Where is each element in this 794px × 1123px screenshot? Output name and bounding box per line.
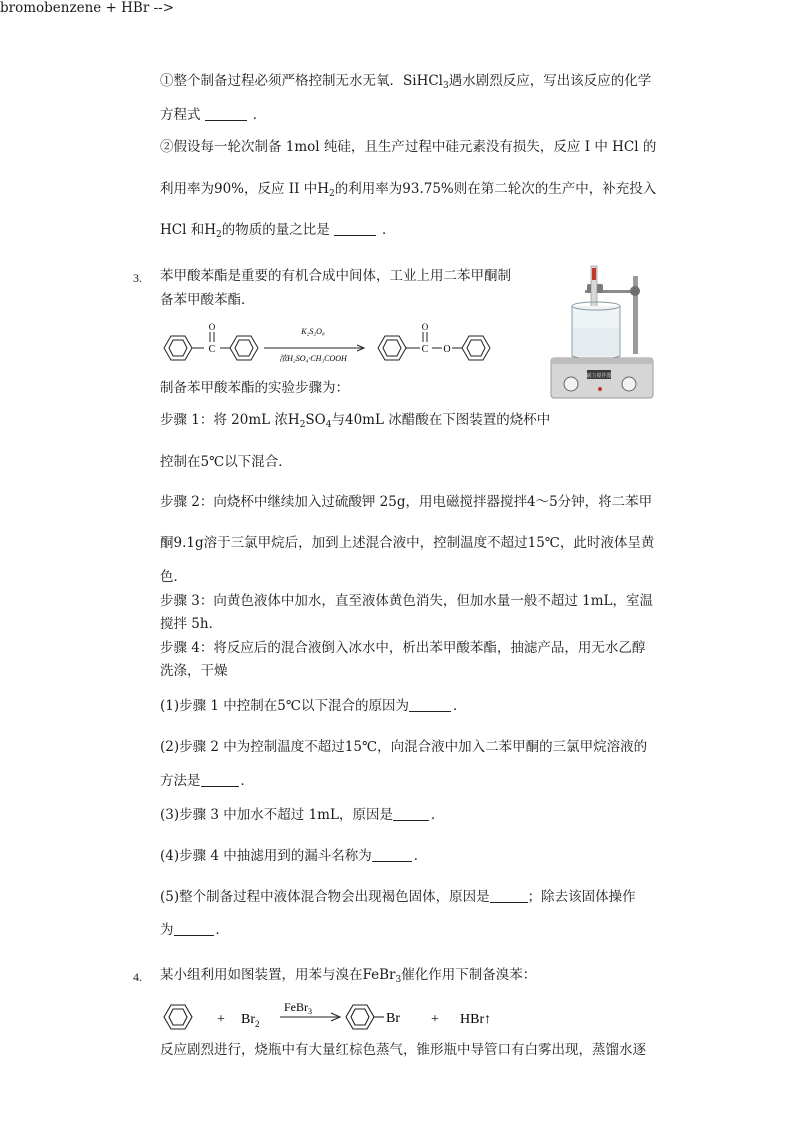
text-segment: ①整个制备过程必须严格控制无水无氧．SiHCl (160, 73, 443, 89)
text-line: 酮9.1g溶于三氯甲烷后，加到上述混合液中，控制温度不超过15℃，此时液体呈黄 (160, 535, 655, 551)
subscript: 2 (329, 189, 335, 199)
sub-question-2: (2)步骤 2 中为控制温度不超过15℃，向混合液中加入二苯甲酮的三氯甲烷溶液的 (160, 739, 648, 755)
bromination-reaction (158, 996, 518, 1036)
answer-blank[interactable] (372, 847, 412, 862)
text-segment: (1)步骤 1 中控制在5℃以下混合的原因为 (160, 698, 409, 714)
sub-question-4 (160, 846, 427, 866)
plus-sign: + (217, 1012, 225, 1027)
answer-blank[interactable] (174, 921, 214, 936)
hbr-label: HBr (460, 1012, 485, 1027)
sub-question-5 (160, 887, 636, 907)
sub-question-3 (160, 805, 444, 825)
device-label: 磁力搅拌器 (586, 374, 612, 379)
text-segment: 与40mL 冰醋酸在下图装置的烧杯中 (331, 412, 551, 428)
text-line (160, 410, 550, 430)
sub-question-2-cont (160, 771, 254, 791)
text-segment: ． (430, 807, 445, 823)
text-segment: ． (252, 107, 267, 123)
text-line: 制备苯甲酸苯酯的实验步骤为： (160, 380, 349, 396)
subscript: 2 (215, 230, 222, 240)
text-line: 色． (160, 569, 187, 585)
subscript: 2 (299, 420, 306, 430)
carbonyl-carbon-label: C (208, 344, 216, 355)
answer-blank[interactable] (409, 697, 451, 712)
bromine-symbol: Br (241, 1012, 255, 1027)
text-segment: 遇水剧烈反应，写出该反应的化学 (448, 73, 652, 89)
text-segment: ． (413, 848, 428, 864)
text-segment: 催化作用下制备溴苯： (401, 967, 537, 983)
text-line (160, 71, 651, 91)
text-line: 反应剧烈进行，烧瓶中有大量红棕色蒸气，锥形瓶中导管口有白雾出现，蒸馏水逐 (160, 1042, 646, 1058)
catalyst-subscript: 3 (308, 1007, 312, 1016)
sub-question-5-cont (160, 920, 229, 940)
text-segment: ． (453, 698, 467, 714)
reaction-scheme-benzophenone (158, 316, 498, 366)
magnetic-stirrer-image (545, 262, 665, 402)
text-line (160, 965, 536, 985)
answer-blank[interactable] (201, 772, 239, 787)
question-number: 4. (133, 970, 142, 984)
reagent-top-label: K₂S₂O₈ (301, 327, 325, 336)
text-line (160, 179, 656, 199)
bromine-reagent (241, 1012, 260, 1029)
bromine-subscript: 2 (255, 1019, 260, 1029)
text-segment: 利用率为90%，反应 II 中H (160, 181, 330, 197)
sub-question-1 (160, 696, 467, 716)
text-line: 搅拌 5h． (160, 616, 223, 632)
ester-carbonyl-oxygen-label: O (421, 322, 429, 332)
text-line: 控制在5℃以下混合． (160, 454, 292, 470)
text-segment: (4)步骤 4 中抽滤用到的漏斗名称为 (160, 848, 372, 864)
plus-sign: + (431, 1012, 439, 1027)
subscript: 3 (443, 81, 449, 91)
text-segment: ． (240, 773, 254, 789)
text-line: 步骤 2：向烧杯中继续加入过硫酸钾 25g，用电磁搅拌器搅拌4～5分钟，将二苯甲 (160, 494, 653, 510)
text-segment: (5)整个制备过程中液体混合物会出现褐色固体，原因是 (160, 889, 490, 905)
answer-blank[interactable] (490, 888, 528, 903)
text-segment: 方法是 (160, 773, 201, 789)
text-line: 苯甲酸苯酯是重要的有机合成中间体，工业上用二苯甲酮制 (160, 268, 511, 284)
text-line: 步骤 4：将反应后的混合液倒入冰水中，析出苯甲酸苯酯，抽滤产品，用无水乙醇 (160, 640, 646, 656)
text-segment: (3)步骤 3 中加水不超过 1mL，原因是 (160, 807, 393, 823)
text-line: 步骤 3：向黄色液体中加水，直至液体黄色消失，但加水量一般不超过 1mL，室温 (160, 593, 654, 609)
product-bromine: Br (386, 1011, 400, 1026)
text-segment: HCl 和H (160, 222, 216, 238)
hbr-product (460, 1012, 491, 1027)
answer-blank[interactable] (205, 106, 247, 121)
answer-blank[interactable] (393, 806, 429, 821)
reagent-bottom-label: 浓H₂SO₄·CH₃COOH (279, 354, 347, 363)
text-line: 洗涤，干燥 (160, 663, 228, 679)
text-segment: ． (382, 222, 396, 238)
text-segment: 的利用率为93.75%则在第二轮次的生产中，补充投入 (334, 181, 657, 197)
text-segment: SO (305, 412, 326, 428)
text-segment: 的物质的量之比是 (221, 222, 335, 238)
text-line: 备苯甲酸苯酯． (160, 292, 255, 308)
subscript: 4 (325, 420, 332, 430)
text-segment: ；除去该固体操作 (527, 889, 636, 905)
catalyst-symbol: FeBr (284, 1000, 308, 1014)
ester-oxygen-label: O (443, 344, 451, 355)
text-line (160, 220, 396, 240)
gas-arrow: ↑ (484, 1012, 492, 1027)
text-line (160, 105, 266, 125)
catalyst-label (284, 1000, 312, 1016)
text-segment: 方程式 (160, 107, 205, 123)
carbonyl-oxygen-label: O (208, 322, 216, 332)
text-segment: 为 (160, 922, 174, 938)
text-segment: 步骤 1：将 20mL 浓H (160, 412, 300, 428)
ester-carbon-label: C (421, 344, 429, 355)
answer-blank[interactable] (334, 221, 376, 236)
text-line: ②假设每一轮次制备 1mol 纯硅，且生产过程中硅元素没有损失，反应 I 中 HCl 的 (160, 139, 657, 155)
question-number: 3. (133, 271, 142, 285)
text-segment: 某小组利用如图装置，用苯与溴在FeBr (160, 967, 396, 983)
subscript: 3 (395, 975, 402, 985)
text-segment: ． (215, 922, 229, 938)
